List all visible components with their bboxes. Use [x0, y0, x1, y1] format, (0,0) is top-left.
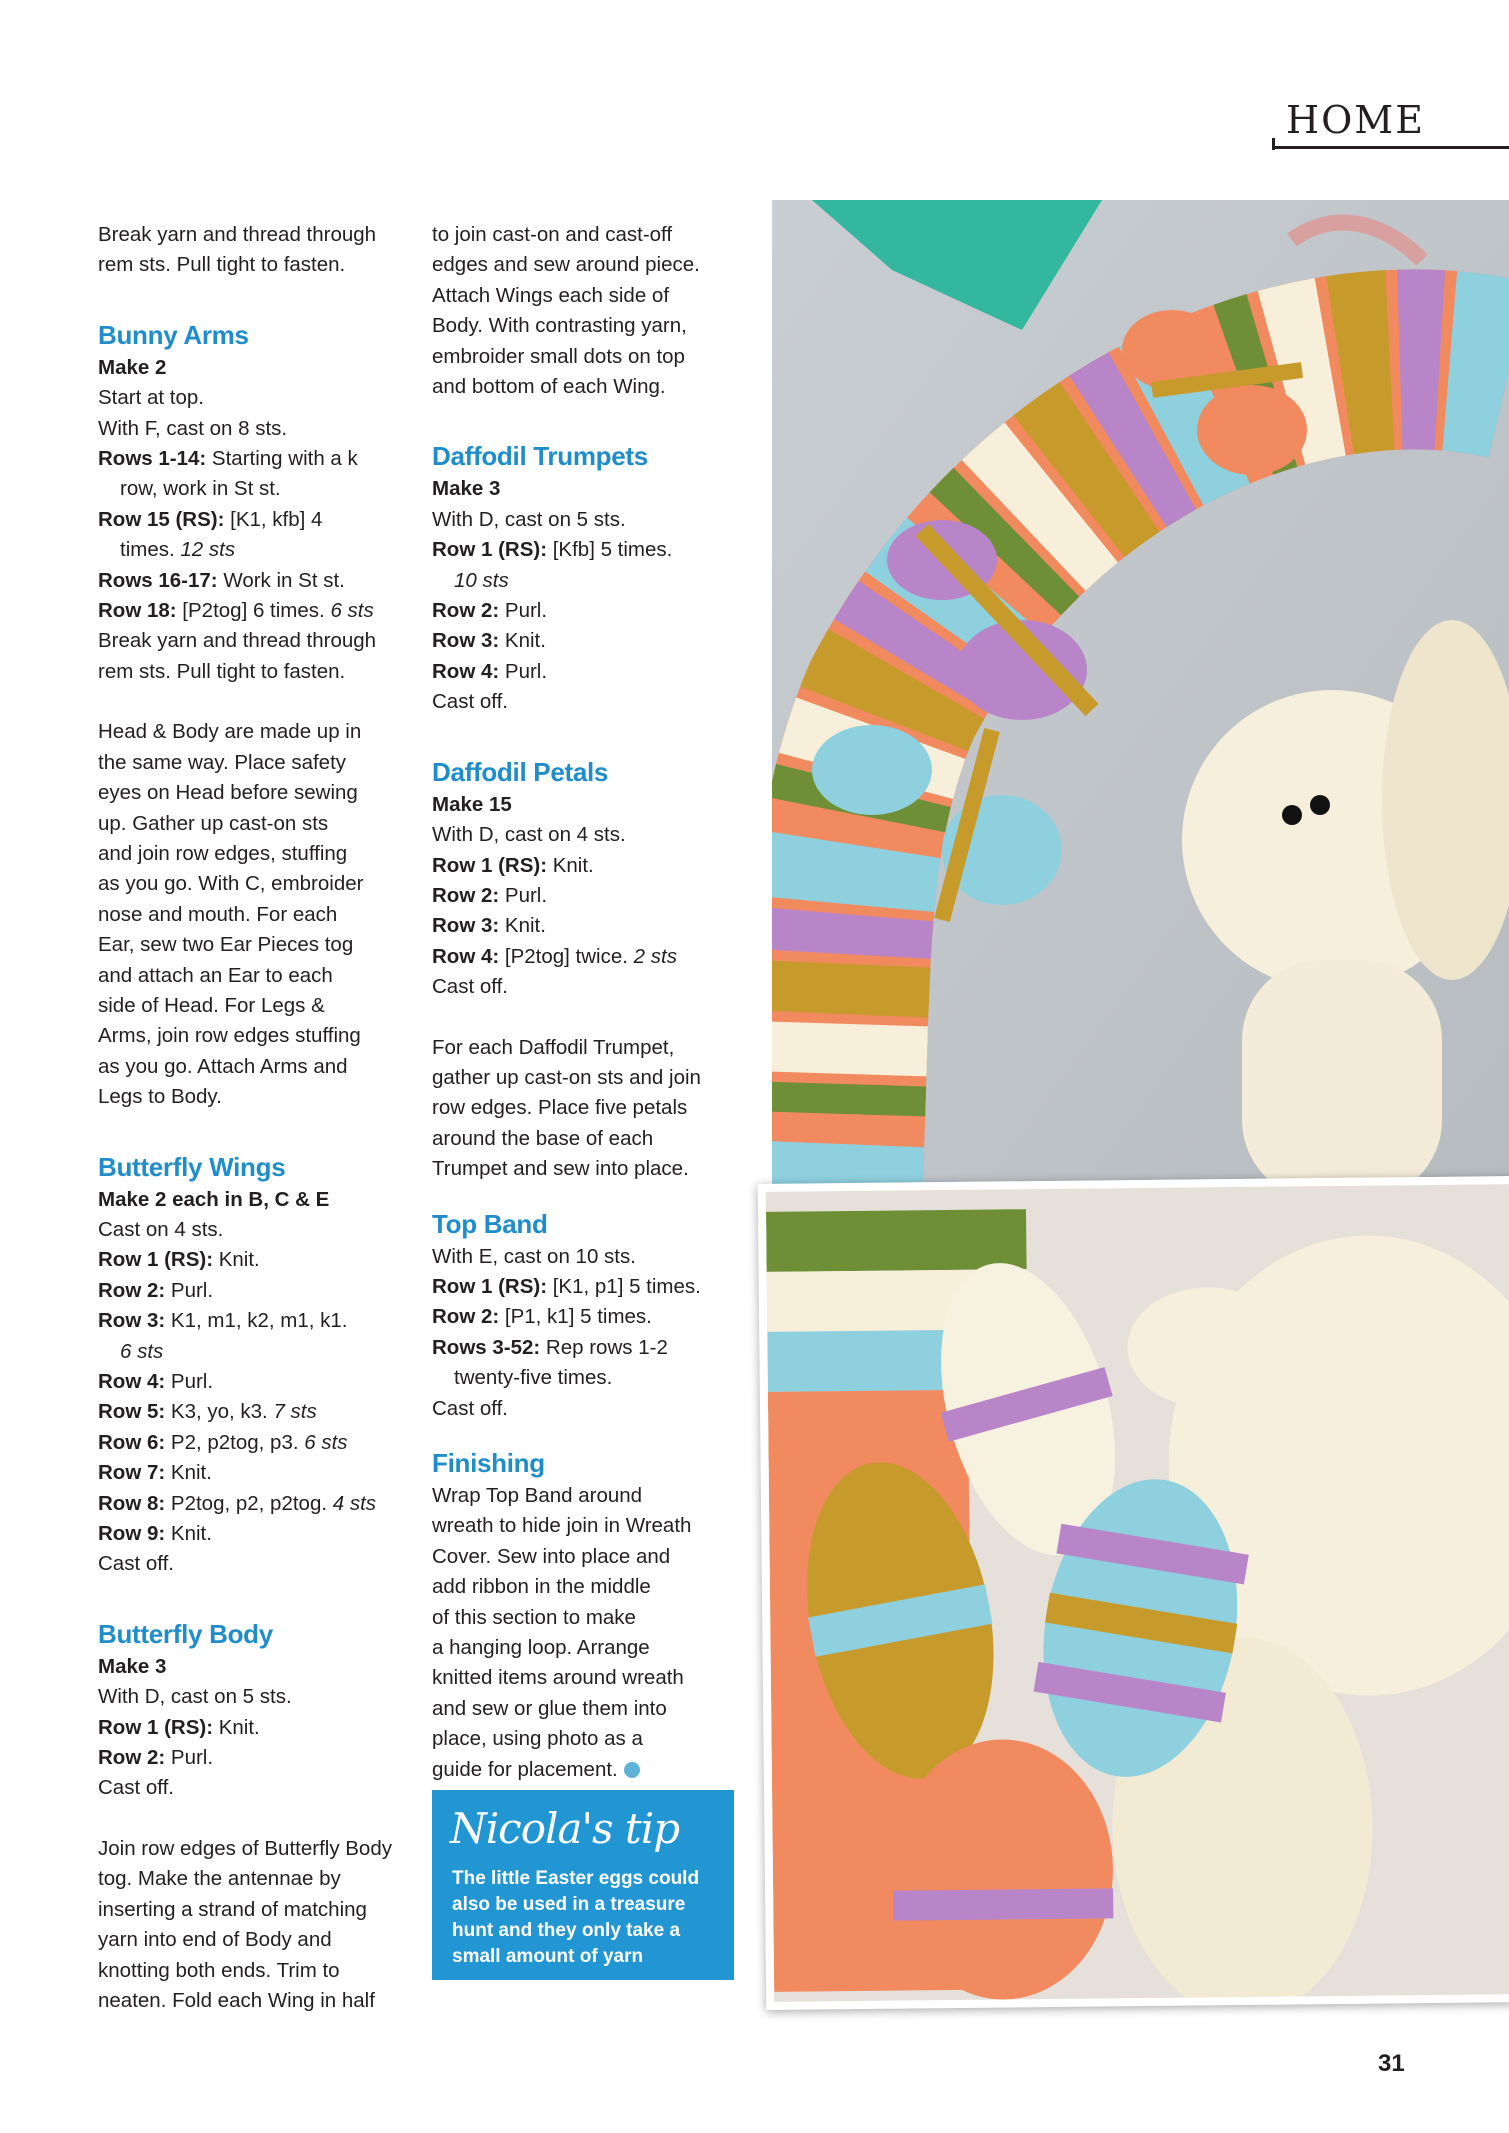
row-instruction: Rows 1-14: Starting with a k [98, 447, 358, 471]
section-rule [1272, 146, 1509, 149]
finishing-line: and sew or glue them into [432, 1696, 667, 1720]
text-line: Break yarn and thread through [98, 629, 377, 653]
petal-line: gather up cast-on sts and join [432, 1065, 701, 1089]
petal-line: Trumpet and sew into place. [432, 1157, 689, 1181]
text-line: With D, cast on 4 sts. [432, 823, 626, 847]
join-line: inserting a strand of matching [98, 1897, 367, 1921]
assembly-line: and join row edges, stuffing [98, 841, 348, 865]
row-instruction: Row 2: Purl. [432, 599, 548, 623]
eggs-illustration [766, 1184, 1509, 2002]
text-line: Cast off. [98, 1776, 174, 1800]
row-instruction: Row 1 (RS): Knit. [98, 1248, 260, 1272]
text-line: With D, cast on 5 sts. [432, 507, 626, 531]
text-line: Start at top. [98, 386, 204, 410]
heading-bunny-arms: Bunny Arms [98, 319, 249, 350]
text-line: Body. With contrasting yarn, [432, 314, 687, 338]
tip-body: The little Easter eggs could also be used in a treasure hunt and they only take a small amount of yarn [452, 1868, 700, 1967]
make-count: Make 15 [432, 792, 512, 816]
heading-butterfly-body: Butterfly Body [98, 1618, 273, 1649]
section-label: HOME [1286, 98, 1425, 142]
join-line: neaten. Fold each Wing in half [98, 1988, 375, 2012]
make-count: Make 2 [98, 355, 167, 379]
text-line: Cast off. [98, 1552, 174, 1576]
text-line: Cast off. [432, 690, 508, 714]
text-line: edges and sew around piece. [432, 253, 700, 277]
assembly-line: and attach an Ear to each [98, 963, 333, 987]
row-instruction: Row 2: Purl. [98, 1746, 214, 1770]
join-line: tog. Make the antennae by [98, 1867, 341, 1891]
row-instruction: Row 5: K3, yo, k3. 7 sts [98, 1400, 317, 1424]
text-line: Break yarn and thread through [98, 223, 377, 246]
finishing-line: of this section to make [432, 1605, 636, 1629]
assembly-line: Ear, sew two Ear Pieces tog [98, 933, 354, 957]
stitch-count: 10 sts [454, 568, 509, 592]
text-line: and bottom of each Wing. [432, 375, 666, 399]
petal-line: row edges. Place five petals [432, 1096, 688, 1120]
make-count: Make 2 each in B, C & E [98, 1187, 330, 1211]
assembly-line: side of Head. For Legs & [98, 993, 325, 1017]
column-middle [432, 220, 732, 1785]
row-instruction: Row 6: P2, p2tog, p3. 6 sts [98, 1430, 348, 1454]
finishing-line: guide for placement. [432, 1755, 732, 1785]
finishing-line: a hanging loop. Arrange [432, 1636, 650, 1660]
row-instruction: Row 3: K1, m1, k2, m1, k1. [98, 1309, 348, 1333]
row-instruction: Row 1 (RS): [K1, p1] 5 times. [432, 1274, 701, 1298]
row-instruction: Row 3: Knit. [432, 914, 546, 938]
text-line: Cast on 4 sts. [98, 1217, 224, 1241]
text-line: Cast off. [432, 975, 508, 999]
row-instruction: Row 15 (RS): [K1, kfb] 4 [98, 507, 323, 531]
heading-daffodil-petals: Daffodil Petals [432, 756, 609, 787]
row-instruction: Row 2: Purl. [98, 1278, 214, 1302]
photo-wreath-butterflies [772, 200, 1509, 1200]
heading-finishing: Finishing [432, 1448, 545, 1478]
heading-butterfly-wings: Butterfly Wings [98, 1151, 286, 1182]
tip-box [432, 1790, 734, 1980]
text-line: Attach Wings each side of [432, 283, 670, 307]
row-instruction: Row 1 (RS): Knit. [98, 1715, 260, 1739]
assembly-line: the same way. Place safety [98, 750, 347, 774]
text-line: embroider small dots on top [432, 344, 685, 368]
text-line: With D, cast on 5 sts. [98, 1685, 292, 1709]
finishing-line: wreath to hide join in Wreath [432, 1514, 692, 1538]
text-line: to join cast-on and cast-off [432, 223, 673, 246]
heading-daffodil-trumpets: Daffodil Trumpets [432, 441, 648, 472]
text-line: With E, cast on 10 sts. [432, 1244, 636, 1268]
make-count: Make 3 [98, 1654, 167, 1678]
finishing-line: Cover. Sew into place and [432, 1544, 671, 1568]
assembly-line: as you go. Attach Arms and [98, 1054, 348, 1078]
column-left [98, 220, 403, 2016]
row-instruction: Row 2: Purl. [432, 883, 548, 907]
join-line: Join row edges of Butterfly Body [98, 1836, 392, 1860]
row-instruction: Row 1 (RS): [Kfb] 5 times. [432, 538, 673, 562]
page-number: 31 [1378, 2050, 1405, 2077]
join-line: knotting both ends. Trim to [98, 1958, 340, 1982]
finishing-line: Wrap Top Band around [432, 1484, 643, 1507]
row-instruction: Row 4: Purl. [98, 1370, 214, 1393]
photo-knitted-eggs [758, 1176, 1509, 2010]
assembly-line: eyes on Head before sewing [98, 781, 358, 805]
finishing-line: knitted items around wreath [432, 1666, 684, 1690]
assembly-line: nose and mouth. For each [98, 902, 338, 926]
row-instruction: Row 7: Knit. [98, 1461, 212, 1485]
tip-title: Nicola's tip [450, 1804, 680, 1853]
row-instruction: Row 9: Knit. [98, 1522, 212, 1546]
assembly-line: as you go. With C, embroider [98, 872, 364, 896]
row-instruction: Row 4: [P2tog] twice. 2 sts [432, 944, 677, 968]
text-line: row, work in St st. [120, 477, 281, 501]
finishing-line: add ribbon in the middle [432, 1575, 651, 1599]
text-line: With F, cast on 8 sts. [98, 416, 288, 440]
assembly-line: Head & Body are made up in [98, 720, 362, 744]
text-line: twenty-five times. [454, 1366, 613, 1390]
row-instruction: Rows 3-52: Rep rows 1-2 [432, 1335, 668, 1359]
row-instruction: Row 3: Knit. [432, 629, 546, 653]
text-line: Cast off. [432, 1396, 508, 1420]
row-instruction: Rows 16-17: Work in St st. [98, 568, 345, 592]
stitch-count: 6 sts [120, 1339, 164, 1363]
row-instruction: Row 18: [P2tog] 6 times. 6 sts [98, 599, 374, 623]
assembly-line: up. Gather up cast-on sts [98, 811, 329, 835]
end-yarn-ball-icon [624, 1762, 640, 1778]
make-count: Make 3 [432, 477, 501, 501]
assembly-line: Arms, join row edges stuffing [98, 1024, 361, 1048]
row-instruction: Row 4: Purl. [432, 659, 548, 683]
assembly-line: Legs to Body. [98, 1085, 222, 1109]
petal-line: For each Daffodil Trumpet, [432, 1035, 675, 1059]
petal-line: around the base of each [432, 1126, 654, 1150]
join-line: yarn into end of Body and [98, 1928, 332, 1952]
row-instruction: Row 1 (RS): Knit. [432, 853, 594, 877]
finishing-line: place, using photo as a [432, 1727, 643, 1751]
heading-top-band: Top Band [432, 1208, 548, 1239]
row-instruction: Row 2: [P1, k1] 5 times. [432, 1305, 652, 1329]
row-instruction: Row 8: P2tog, p2, p2tog. 4 sts [98, 1491, 377, 1515]
wreath-illustration [772, 200, 1509, 1200]
text-line: rem sts. Pull tight to fasten. [98, 253, 346, 277]
row-instruction: times. 12 sts [120, 538, 236, 562]
text-line: rem sts. Pull tight to fasten. [98, 659, 346, 683]
